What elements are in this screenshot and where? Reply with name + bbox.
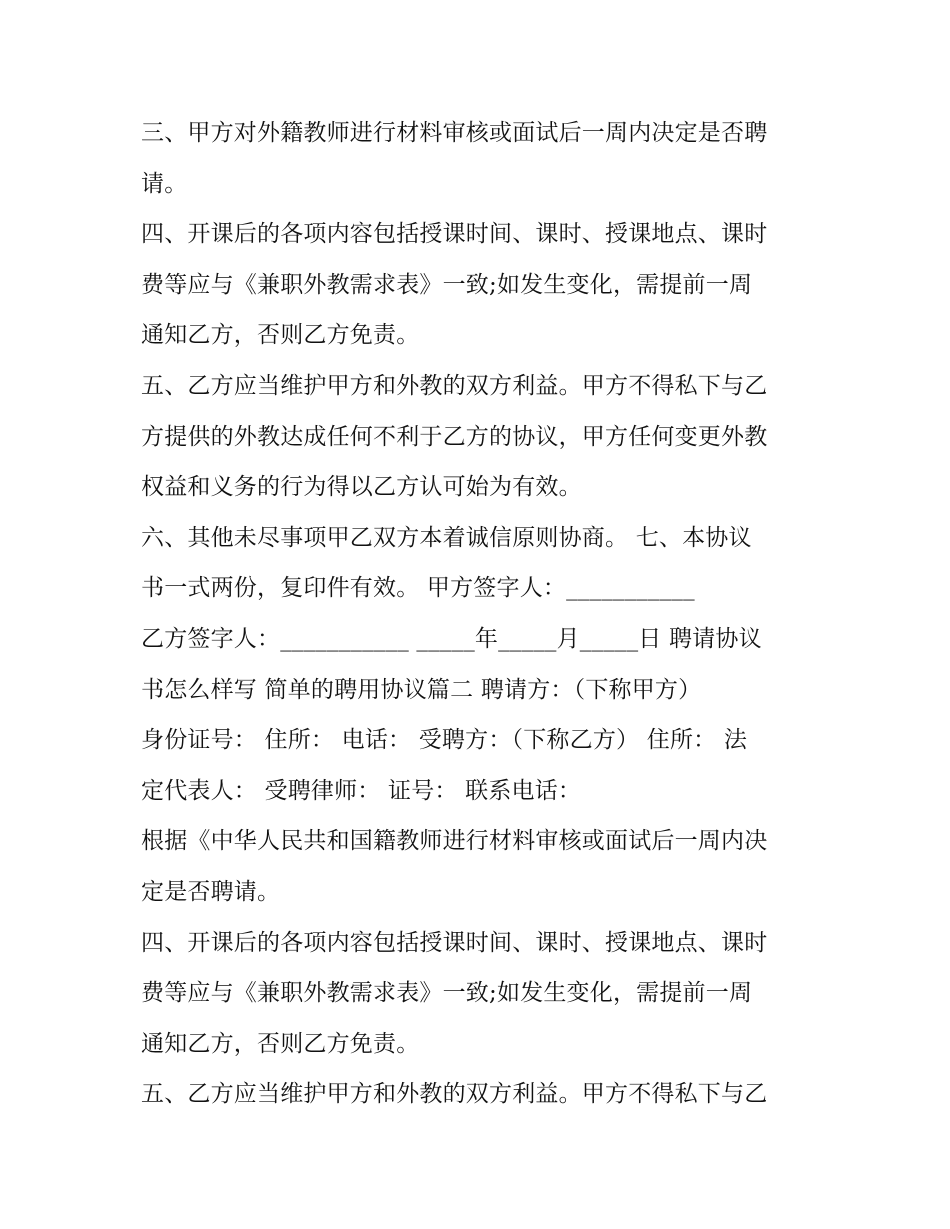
text-line: 定代表人： 受聘律师： 证号： 联系电话： xyxy=(141,777,582,804)
text-line: 书怎么样写 简单的聘用协议篇二 聘请方：（下称甲方） xyxy=(141,676,702,703)
text-line: 六、其他未尽事项甲乙双方本着诚信原则协商。 七、本协议 xyxy=(141,524,752,551)
text-line: 书一式两份，复印件有效。 甲方签字人：___________ xyxy=(141,575,695,602)
text-line: 五、乙方应当维护甲方和外教的双方利益。甲方不得私下与乙 xyxy=(141,372,768,399)
text-line: 身份证号： 住所： 电话： 受聘方：（下称乙方） 住所： 法 xyxy=(141,727,748,754)
text-line: 四、开课后的各项内容包括授课时间、课时、授课地点、课时 xyxy=(141,929,768,956)
text-line: 费等应与《兼职外教需求表》一致;如发生变化，需提前一周 xyxy=(141,980,753,1007)
text-line: 方提供的外教达成任何不利于乙方的协议，甲方任何变更外教 xyxy=(141,423,768,450)
text-line: 通知乙方，否则乙方免责。 xyxy=(141,322,420,349)
text-line: 根据《中华人民共和国籍教师进行材料审核或面试后一周内决 xyxy=(141,828,768,855)
text-line: 定是否聘请。 xyxy=(141,878,281,905)
document-body xyxy=(141,108,821,1120)
text-line: 四、开课后的各项内容包括授课时间、课时、授课地点、课时 xyxy=(141,221,768,248)
text-line: 三、甲方对外籍教师进行材料审核或面试后一周内决定是否聘 xyxy=(141,120,768,146)
text-line: 乙方签字人：___________ _____年_____月_____日 聘请协议 xyxy=(141,625,762,652)
text-line: 请。 xyxy=(141,170,188,197)
text-line: 五、乙方应当维护甲方和外教的双方利益。甲方不得私下与乙 xyxy=(141,1081,768,1108)
text-line: 通知乙方，否则乙方免责。 xyxy=(141,1030,420,1057)
text-line: 权益和义务的行为得以乙方认可始为有效。 xyxy=(141,474,582,501)
text-line: 费等应与《兼职外教需求表》一致;如发生变化，需提前一周 xyxy=(141,271,753,298)
